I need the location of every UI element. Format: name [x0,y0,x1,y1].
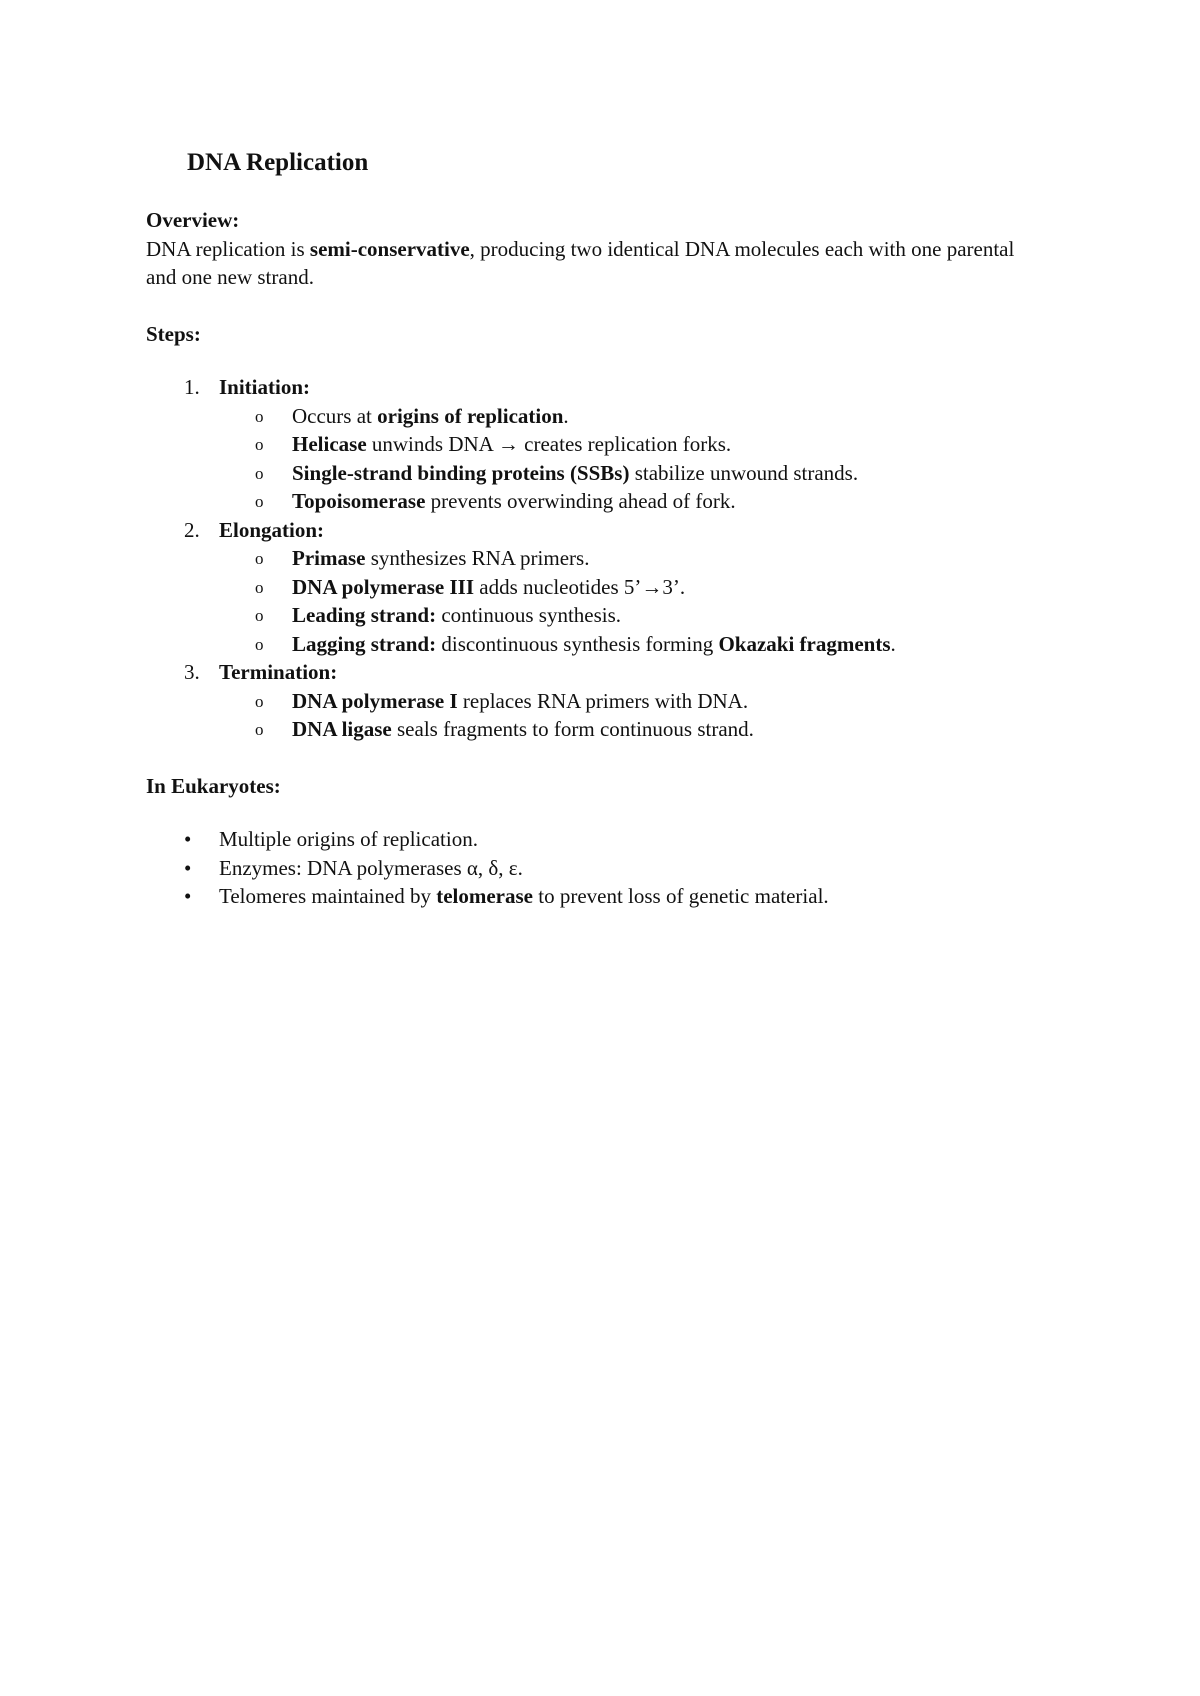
list-item [146,854,1046,883]
item-bold-text: Helicase [292,432,367,456]
item-bold-text: DNA polymerase I [292,688,458,713]
overview-text-pre: DNA replication is [146,236,310,261]
steps-list [146,373,1046,744]
item-text: adds nucleotides 5’→3’. [474,574,686,599]
bullet-icon: • [184,827,192,851]
item-text: Multiple origins of replication. [219,827,478,851]
spacer [146,292,1046,320]
list-item [219,687,1046,716]
list-item [219,459,1046,488]
item-bold-text: Topoisomerase [292,489,426,513]
overview-text-bold: semi-conservative [309,236,470,261]
item-text: to prevent loss of genetic material. [533,884,829,908]
elongation-sublist [219,544,1046,658]
list-item [146,825,1046,854]
list-item [219,430,1046,459]
step-number: 3. [184,660,200,684]
item-text: discontinuous synthesis forming [436,631,719,656]
item-text: replaces RNA primers with DNA. [457,688,749,713]
item-text: . [890,631,896,656]
circle-bullet-icon: o [255,720,264,739]
item-bold-text: Leading strand: [292,603,437,627]
eukaryotes-heading: In Eukaryotes: [146,773,281,798]
item-text: stabilize unwound strands. [629,460,859,485]
circle-bullet-icon: o [255,406,264,426]
list-item [146,882,1046,911]
item-text: Occurs at [292,403,378,428]
step-number: 2. [184,517,200,542]
item-bold-text: telomerase [436,884,533,908]
list-item [219,487,1046,516]
step-number: 1. [184,375,200,399]
item-bold-text: Single-strand binding proteins (SSBs) [292,460,630,485]
item-text: prevents overwinding ahead of fork. [425,489,736,513]
circle-bullet-icon: o [255,634,264,654]
document-body [146,206,1046,911]
overview-text-post: , producing two identical DNA molecules each with one parental and one new strand. [146,236,1015,289]
steps-heading: Steps: [146,321,201,346]
termination-sublist [219,687,1046,744]
eukaryotes-list [146,825,1046,911]
step-label: Termination: [219,660,338,684]
item-text: Telomeres maintained by [219,884,437,908]
spacer [146,348,1046,373]
item-bold-text: Lagging strand: [292,631,437,656]
list-item [219,544,1046,573]
item-bold-text: Primase [292,546,366,570]
item-text: seals fragments to form continuous strand. [391,717,754,741]
list-item [219,573,1046,602]
circle-bullet-icon: o [255,435,264,454]
list-item [219,715,1046,744]
item-bold-text: DNA ligase [292,717,392,741]
circle-bullet-icon: o [255,691,264,711]
spacer [146,744,1046,772]
item-text: . [563,403,569,428]
item-text: Enzymes: DNA polymerases α, δ, ε. [219,855,523,880]
overview-paragraph [146,235,1046,292]
list-item [219,630,1046,659]
list-item [219,402,1046,431]
document-title: DNA Replication [187,149,369,176]
circle-bullet-icon: o [255,463,264,483]
step-label: Initiation: [219,375,311,399]
step-label: Elongation: [219,517,325,542]
step-elongation [146,516,1046,659]
item-text: continuous synthesis. [436,603,622,627]
circle-bullet-icon: o [255,549,264,568]
item-text: unwinds DNA → creates replication forks. [366,432,732,456]
circle-bullet-icon: o [255,492,264,511]
step-termination [146,658,1046,744]
bullet-icon: • [184,884,192,908]
spacer [146,800,1046,825]
step-initiation [146,373,1046,516]
item-text: synthesizes RNA primers. [365,546,590,570]
bullet-icon: • [184,855,192,880]
item-bold-text: DNA polymerase III [292,574,474,599]
initiation-sublist [219,402,1046,516]
item-bold-text: origins of replication [377,403,564,428]
circle-bullet-icon: o [255,577,264,597]
circle-bullet-icon: o [255,606,264,625]
overview-heading: Overview: [146,208,240,232]
list-item [219,601,1046,630]
item-bold-text: Okazaki fragments [718,631,891,656]
